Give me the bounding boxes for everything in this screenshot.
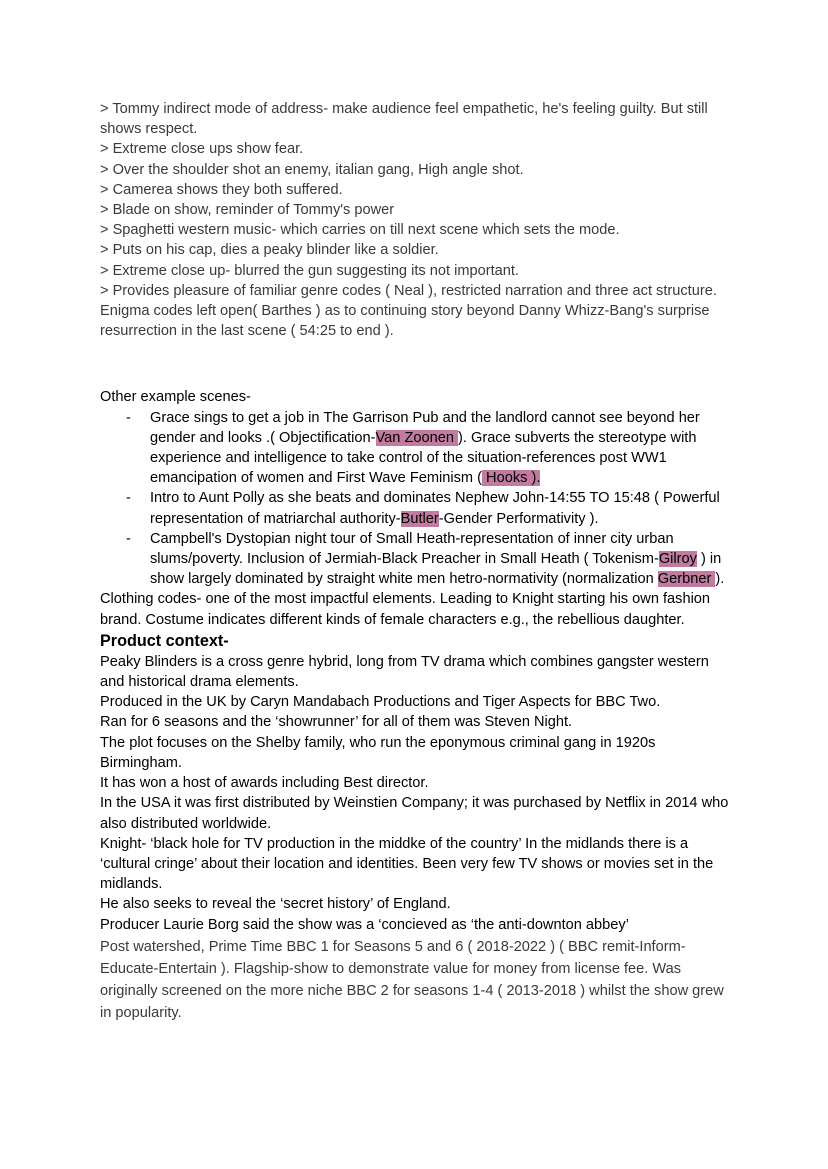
clothing-codes: Clothing codes- one of the most impactful elements. Leading to Knight starting his own fashion brand. Costume indicates different kinds of female characters e.g., the rebellious daughter. bbox=[100, 591, 711, 628]
item-text: ). Grace subverts the stereotype with experience and intelligence to take control of the situation-references post WW1 emancipation of women and First Wave Feminism ( bbox=[150, 429, 697, 487]
item-text: ) in show largely dominated by straight white men hetro-normativity (normalization bbox=[150, 551, 722, 588]
scene-analysis bbox=[100, 99, 732, 341]
other-scenes-heading: Other example scenes- bbox=[100, 389, 251, 406]
analysis-line: > Puts on his cap, dies a peaky blinder like a soldier. bbox=[100, 242, 439, 259]
context-paragraph: Knight- ‘black hole for TV production in the middke of the country’ In the midlands there is a ‘cultural cringe’ about their location and identities. Been very few TV shows or movies set in the midlands. bbox=[100, 835, 714, 893]
context-paragraph: The plot focuses on the Shelby family, who run the eponymous criminal gang in 1920s Birmingham. bbox=[100, 734, 656, 771]
list-item bbox=[100, 488, 732, 528]
item-text: Grace sings to get a job in The Garrison Pub and the landlord cannot see beyond her gender and looks .( Objectification- bbox=[150, 409, 700, 446]
bullet-dash: - bbox=[126, 409, 131, 426]
product-context-heading: Product context- bbox=[100, 631, 229, 650]
document-page bbox=[100, 99, 732, 1024]
list-item bbox=[100, 408, 732, 489]
scene-list bbox=[100, 408, 732, 590]
context-paragraph: Ran for 6 seasons and the ‘showrunner’ for all of them was Steven Night. bbox=[100, 714, 573, 731]
item-text: Intro to Aunt Polly as she beats and dominates Nephew John-14:55 TO 15:48 ( Powerful representation of matriarchal authority- bbox=[150, 490, 720, 527]
highlight-gerbner: Gerbner bbox=[657, 571, 716, 588]
analysis-line: > Extreme close up- blurred the gun suggesting its not important. bbox=[100, 262, 519, 279]
analysis-line: > Spaghetti western music- which carries on till next scene which sets the mode. bbox=[100, 222, 620, 239]
highlight-hooks: Hooks ). bbox=[482, 470, 541, 487]
item-text: -Gender Performativity ). bbox=[438, 510, 599, 527]
highlight-gilroy: Gilroy bbox=[658, 551, 697, 568]
bullet-dash: - bbox=[126, 490, 131, 507]
analysis-line: > Provides pleasure of familiar genre codes ( Neal ), restricted narration and three act structure. Enigma codes left open( Barthes ) as to continuing story beyond Danny Whizz-Bang's surprise resurrection in the last scene ( 54:25 to end ). bbox=[100, 282, 717, 340]
item-text: ). bbox=[715, 571, 725, 588]
context-paragraph: Peaky Blinders is a cross genre hybrid, long from TV drama which combines gangster western and historical drama elements. bbox=[100, 653, 709, 691]
analysis-line: > Over the shoulder shot an enemy, italian gang, High angle shot. bbox=[100, 161, 524, 178]
bullet-dash: - bbox=[126, 530, 131, 547]
analysis-line: > Extreme close ups show fear. bbox=[100, 141, 304, 158]
item-text: Campbell's Dystopian night tour of Small Heath-representation of inner city urban slums/poverty. Inclusion of Jermiah-Black Preacher in Small Heath ( Tokenism- bbox=[150, 530, 674, 568]
context-paragraph: He also seeks to reveal the ‘secret history’ of England. bbox=[100, 896, 451, 913]
context-paragraph: It has won a host of awards including Best director. bbox=[100, 775, 429, 792]
context-paragraph: Producer Laurie Borg said the show was a ‘concieved as ‘the anti-downton abbey’ bbox=[100, 916, 629, 933]
highlight-butler: Butler bbox=[400, 510, 439, 527]
analysis-line: > Camerea shows they both suffered. bbox=[100, 181, 343, 198]
list-item bbox=[100, 529, 732, 590]
highlight-van-zoonen: Van Zoonen bbox=[375, 429, 459, 446]
analysis-line: > Tommy indirect mode of address- make audience feel empathetic, he's feeling guilty. But still shows respect. bbox=[100, 101, 708, 138]
context-paragraph: Produced in the UK by Caryn Mandabach Productions and Tiger Aspects for BBC Two. bbox=[100, 694, 661, 711]
broadcast-paragraph: Post watershed, Prime Time BBC 1 for Seasons 5 and 6 ( 2018-2022 ) ( BBC remit-Inform-Educate-Entertain ). Flagship-show to demonstrate value for money from license fee. Was originally screened on the more niche BBC 2 for seasons 1-4 ( 2013-2018 ) whilst the show grew in popularity. bbox=[100, 938, 724, 1021]
context-paragraph: In the USA it was first distributed by Weinstien Company; it was purchased by Netflix in 2014 who also distributed worldwide. bbox=[100, 795, 729, 832]
analysis-line: > Blade on show, reminder of Tommy's power bbox=[100, 202, 395, 219]
